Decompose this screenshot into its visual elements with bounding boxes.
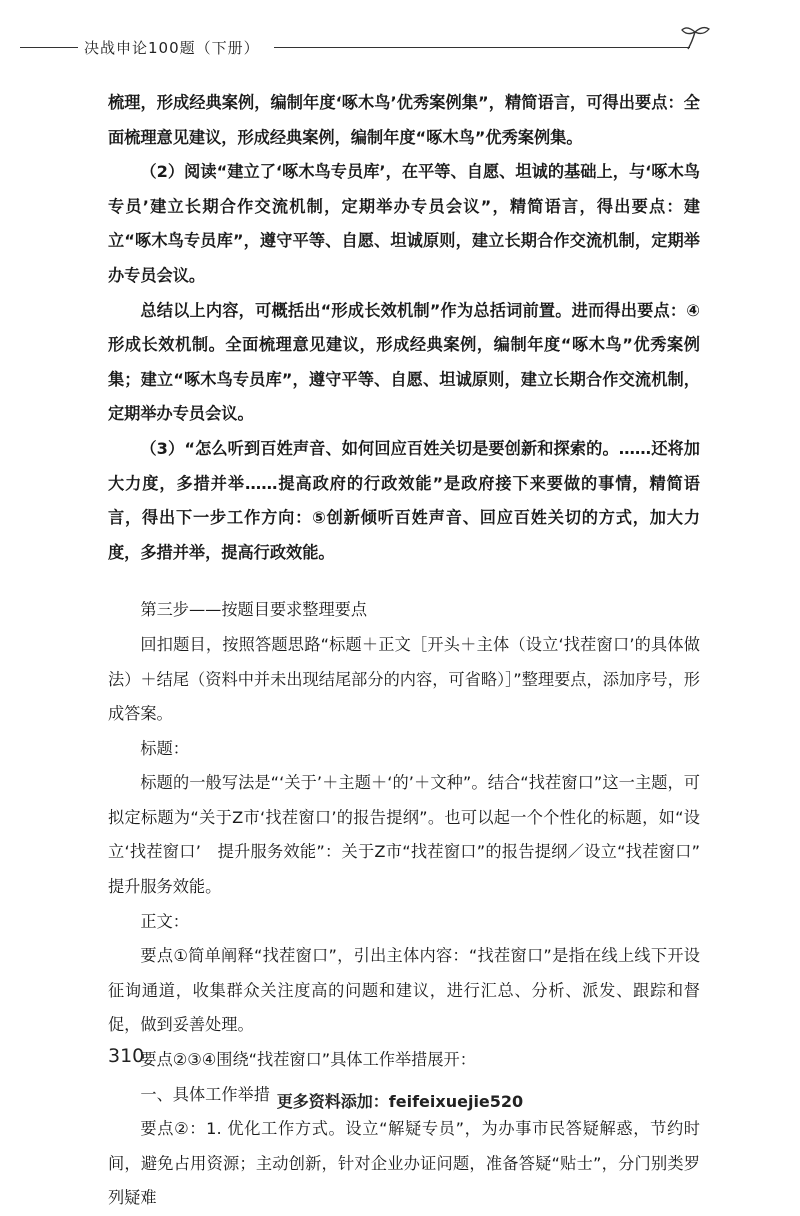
page-body xyxy=(108,86,717,1216)
footer-note: 更多资料添加：feifeixuejie520 xyxy=(276,1092,524,1111)
running-header-title: 决战申论100题（下册） xyxy=(84,39,260,57)
step-three-heading: 第三步——按题目要求整理要点 xyxy=(140,600,368,620)
paragraph-6: 回扣题目，按照答题思路“标题＋正文［开头＋主体（设立‘找茬窗口’的具体做法）＋结尾（资料中并未出现结尾部分的内容，可省略）］”整理要点，添加序号，形成答案。 xyxy=(108,634,700,724)
header-rule-left xyxy=(20,47,78,48)
paragraph-3: 总结以上内容，可概括出“形成长效机制”作为总括词前置。进而得出要点：④形成长效机制。全面梳理意见建议，形成经典案例，编制年度“啄木鸟”优秀案例集；建立“啄木鸟专员库”，遵守平等、自愿、坦诚原则，建立长期合作交流机制，定期举办专员会议。 xyxy=(108,300,700,424)
body-label: 正文： xyxy=(140,911,189,931)
sprout-icon xyxy=(678,24,712,52)
title-label: 标题： xyxy=(140,738,189,758)
section-heading-measures: 一、具体工作举措 xyxy=(140,1084,270,1104)
paragraph-11: 要点②③④围绕“找茬窗口”具体工作举措展开： xyxy=(140,1050,476,1070)
paragraph-10: 要点①简单阐释“找茬窗口”，引出主体内容：“找茬窗口”是指在线上线下开设征询通道，收集群众关注度高的问题和建议，进行汇总、分析、派发、跟踪和督促，做到妥善处理。 xyxy=(108,946,700,1035)
paragraph-8: 标题的一般写法是“‘关于’＋主题＋‘的’＋文种”。结合“找茬窗口”这一主题，可拟定标题为“关于Z市‘找茬窗口’的报告提纲”。也可以起一个个性化的标题，如“设立‘找茬窗口’ 提升服务效能”：关于Z市“找茬窗口”的报告提纲／设立“找茬窗口” 提升服务效能。 xyxy=(108,773,717,897)
header-rule-right xyxy=(274,47,690,48)
paragraph-13: 要点②：1. 优化工作方式。设立“解疑专员”，为办事市民答疑解惑，节约时间，避免占用资源；主动创新，针对企业办证问题，准备答疑“贴士”，分门别类罗列疑难 xyxy=(108,1119,700,1208)
paragraph-1: 梳理，形成经典案例，编制年度‘啄木鸟’优秀案例集”，精简语言，可得出要点：全面梳理意见建议，形成经典案例，编制年度“啄木鸟”优秀案例集。 xyxy=(108,93,700,147)
paragraph-4: （3）“怎么听到百姓声音、如何回应百姓关切是要创新和探索的。……还将加大力度，多措并举……提高政府的行政效能”是政府接下来要做的事情，精简语言，得出下一步工作方向：⑤创新倾听百姓声音、回应百姓关切的方式，加大力度，多措并举，提高行政效能。 xyxy=(108,438,700,562)
page-number: 310 xyxy=(108,1045,145,1067)
paragraph-2: （2）阅读“建立了‘啄木鸟专员库’，在平等、自愿、坦诚的基础上，与‘啄木鸟专员’建立长期合作交流机制，定期举办专员会议”，精简语言，得出要点：建立“啄木鸟专员库”，遵守平等、自愿、坦诚原则，建立长期合作交流机制，定期举办专员会议。 xyxy=(108,162,700,285)
